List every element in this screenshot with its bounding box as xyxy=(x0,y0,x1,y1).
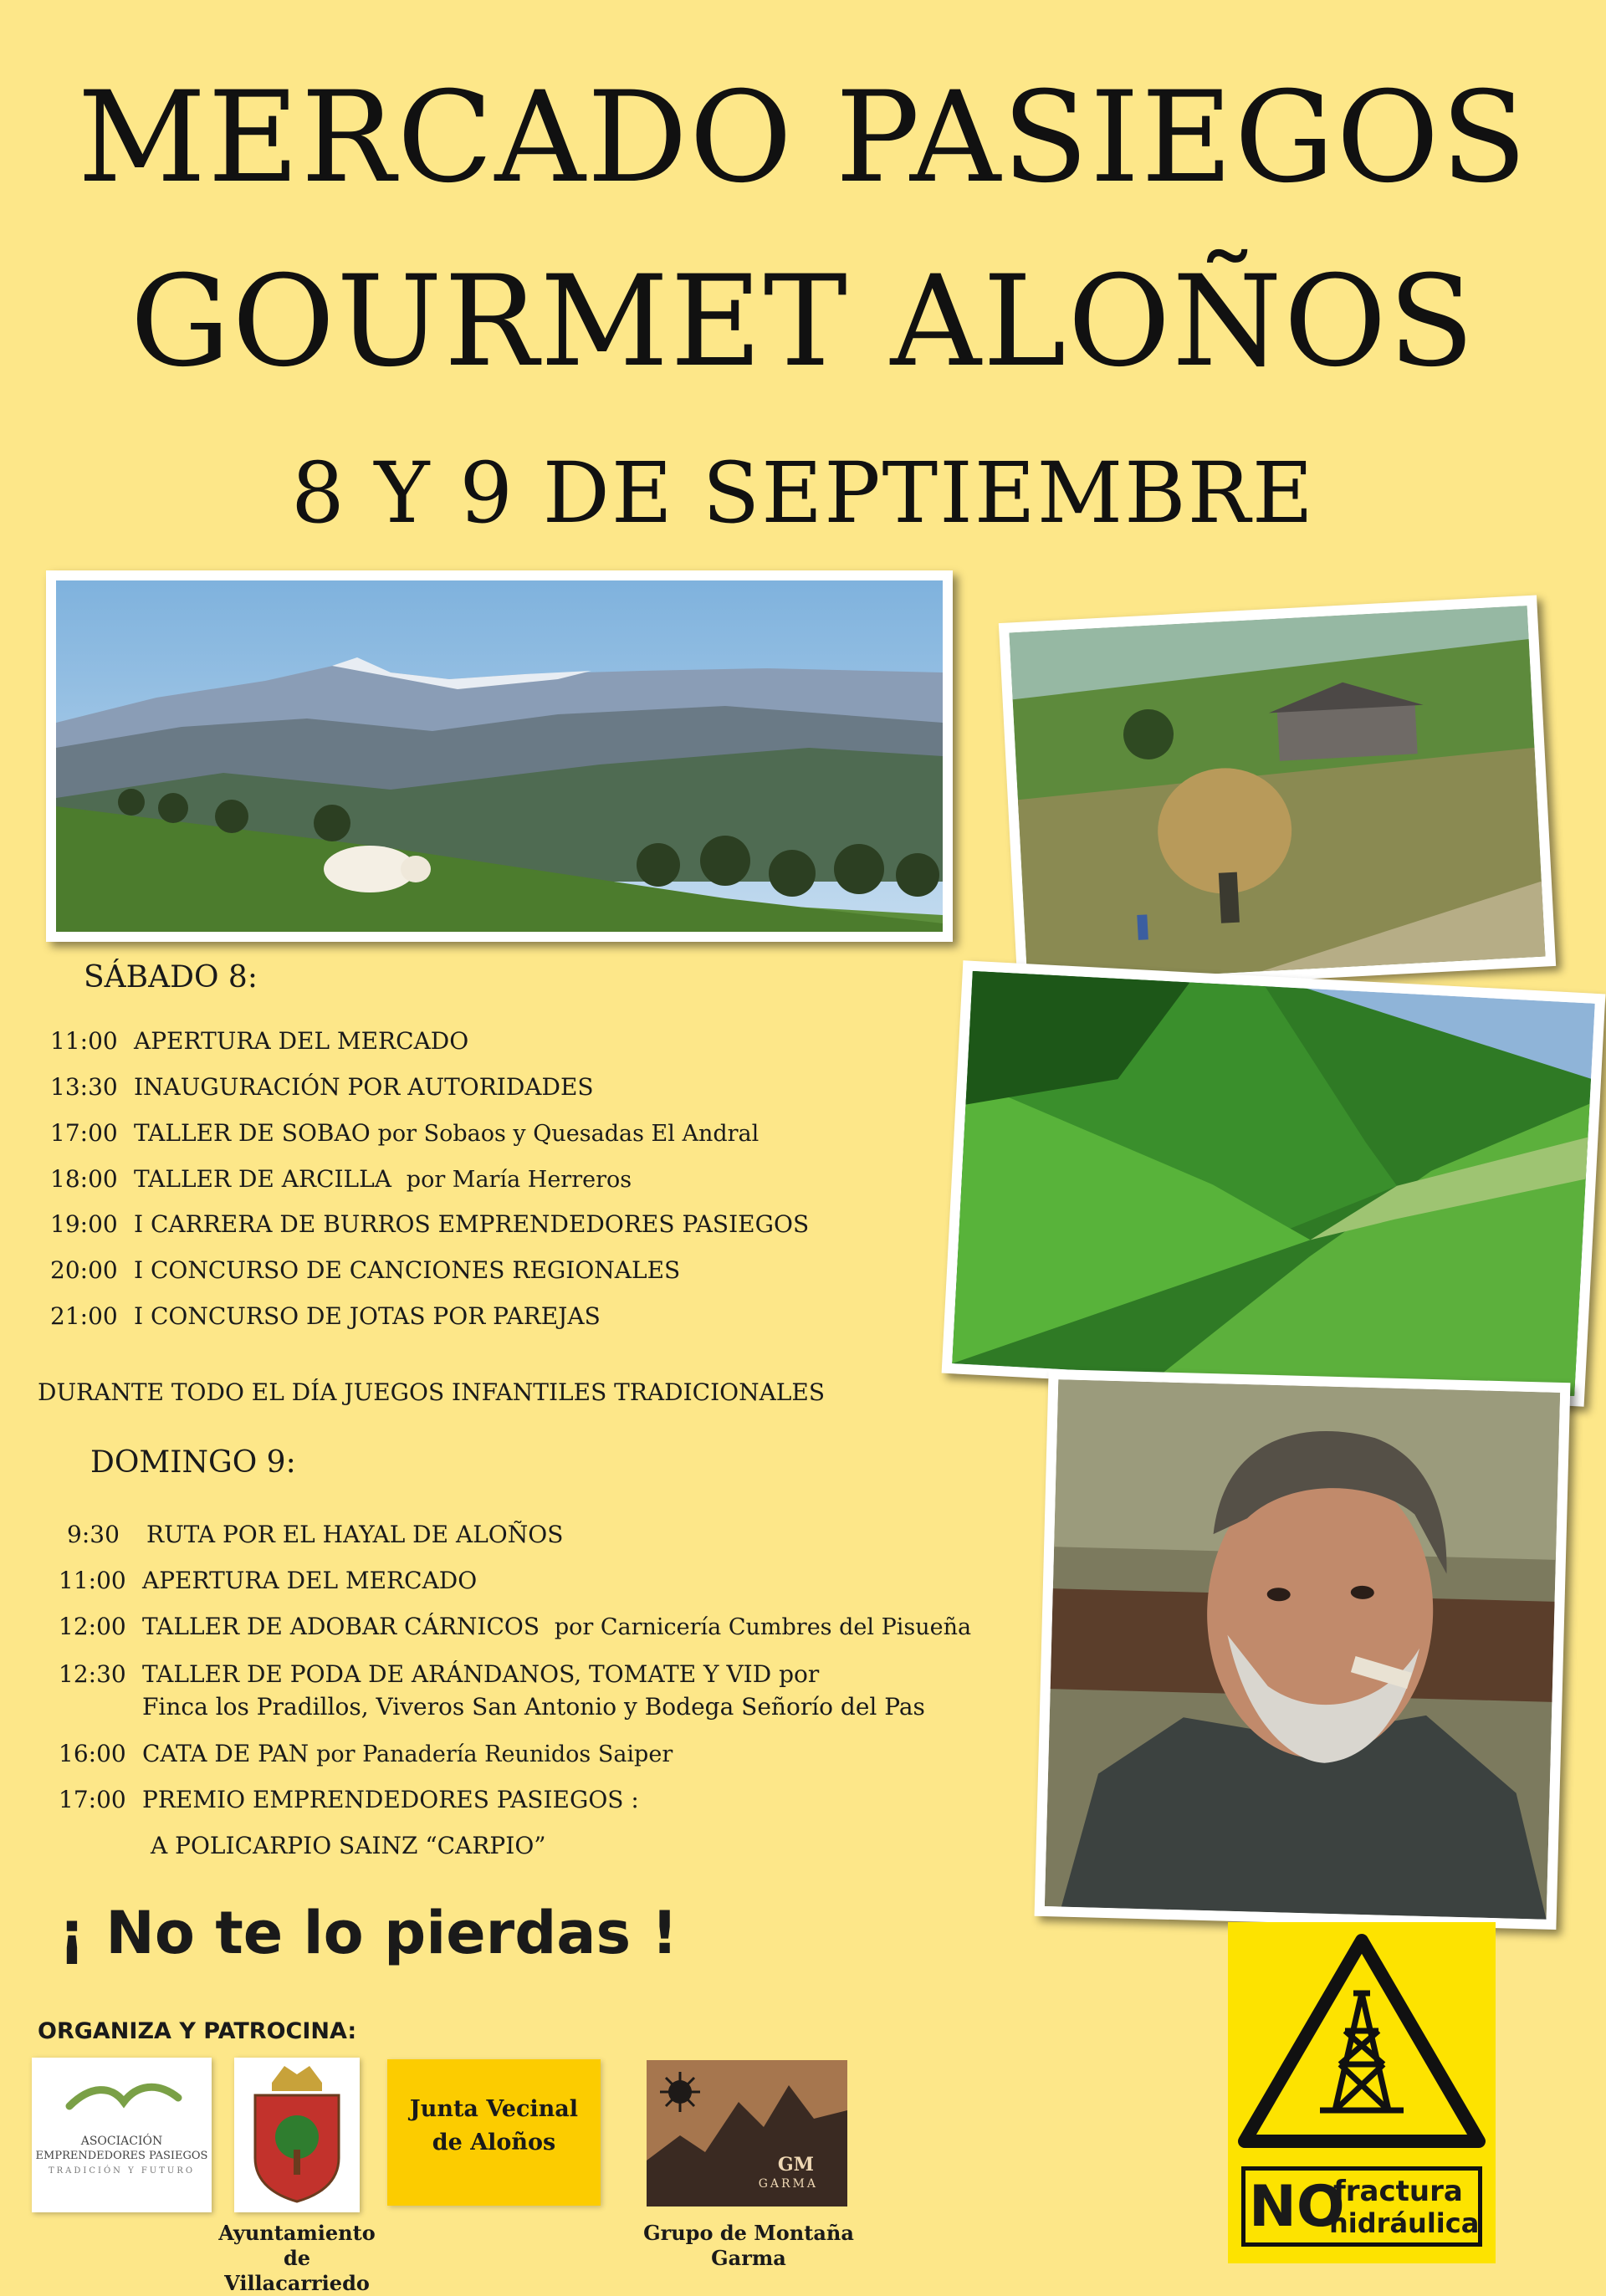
schedule-row xyxy=(50,1027,468,1055)
event-name: I CONCURSO DE JOTAS POR PAREJAS xyxy=(134,1302,601,1330)
ayuntamiento-line2: de Villacarriedo xyxy=(224,2246,370,2295)
event-name: RUTA POR EL HAYAL DE ALOÑOS xyxy=(146,1521,564,1548)
no-fracking-word2: hidráulica xyxy=(1329,2207,1480,2239)
asociacion-line1: ASOCIACIÓN xyxy=(80,2135,163,2148)
no-fracking-word1: fractura xyxy=(1333,2175,1463,2208)
event-time: 12:00 xyxy=(59,1613,126,1640)
event-time: 21:00 xyxy=(50,1302,118,1330)
event-detail: por María Herreros xyxy=(406,1167,632,1193)
event-time: 11:00 xyxy=(59,1567,126,1594)
logo-asociacion xyxy=(32,2058,212,2212)
schedule-row xyxy=(50,1073,594,1101)
garma-logo-sub: GARMA xyxy=(758,2177,818,2191)
event-name: TALLER DE ARCILLA xyxy=(134,1165,391,1193)
grupo-caption xyxy=(636,2221,862,2271)
asociacion-wave-icon xyxy=(32,2073,212,2123)
grupo-line2: Garma xyxy=(711,2246,786,2270)
event-name: I CONCURSO DE CANCIONES REGIONALES xyxy=(134,1256,681,1284)
title-line-2: GOURMET ALOÑOS xyxy=(130,249,1476,395)
logo-junta-vecinal xyxy=(387,2059,601,2206)
event-time: 17:00 xyxy=(50,1119,118,1147)
schedule-row xyxy=(59,1567,477,1594)
event-time: 9:30 xyxy=(67,1521,120,1548)
event-detail: por Panadería Reunidos Saiper xyxy=(316,1741,673,1767)
no-fracking-label xyxy=(1241,2166,1482,2247)
junta-line1: Junta Vecinal xyxy=(409,2096,579,2122)
asociacion-line2: EMPRENDEDORES PASIEGOS xyxy=(35,2150,208,2162)
photo-hay-carrier xyxy=(999,595,1556,994)
event-name: TALLER DE PODA DE ARÁNDANOS, TOMATE Y VID por xyxy=(142,1660,820,1688)
schedule-row xyxy=(50,1210,809,1238)
photo-old-man xyxy=(1035,1369,1571,1930)
event-time: 17:00 xyxy=(59,1786,126,1813)
schedule-row xyxy=(50,1119,759,1147)
schedule-row xyxy=(59,1613,971,1640)
no-fracking-sign xyxy=(1228,1922,1496,2263)
event-name: PREMIO EMPRENDEDORES PASIEGOS : xyxy=(142,1786,639,1813)
ayuntamiento-line1: Ayuntamiento xyxy=(218,2221,376,2245)
garma-logo-text: GM xyxy=(777,2154,814,2176)
organizers-heading: ORGANIZA Y PATROCINA: xyxy=(38,2018,357,2044)
schedule-row xyxy=(59,1740,673,1767)
schedule-row xyxy=(50,1165,632,1193)
ayuntamiento-caption xyxy=(213,2221,381,2296)
schedule-row xyxy=(59,1786,639,1813)
schedule-row xyxy=(50,1256,680,1284)
logo-ayuntamiento xyxy=(234,2058,360,2212)
event-name: APERTURA DEL MERCADO xyxy=(142,1567,478,1594)
asociacion-motto: TRADICIÓN Y FUTURO xyxy=(48,2166,196,2176)
event-name: TALLER DE SOBAO xyxy=(134,1119,371,1147)
schedule-row xyxy=(59,1660,819,1688)
logo-grupo-garma xyxy=(647,2060,847,2207)
oil-rig-warning-icon xyxy=(1228,1922,1496,2156)
junta-line2: de Aloños xyxy=(432,2130,556,2155)
saturday-heading: SÁBADO 8: xyxy=(84,960,258,995)
event-time: 20:00 xyxy=(50,1256,118,1284)
event-time: 12:30 xyxy=(59,1660,126,1688)
event-time: 16:00 xyxy=(59,1740,126,1767)
event-name: I CARRERA DE BURROS EMPRENDEDORES PASIEGOS xyxy=(134,1210,810,1238)
all-day-note: DURANTE TODO EL DÍA JUEGOS INFANTILES TRADICIONALES xyxy=(38,1378,826,1406)
sunday-heading: DOMINGO 9: xyxy=(90,1445,296,1480)
schedule-row xyxy=(50,1302,601,1330)
title-line-1: MERCADO PASIEGOS xyxy=(77,65,1529,211)
event-time: 19:00 xyxy=(50,1210,118,1238)
event-name: INAUGURACIÓN POR AUTORIDADES xyxy=(134,1073,594,1101)
photo-green-valley xyxy=(942,960,1606,1407)
photo-mountain-dog xyxy=(46,570,953,942)
coat-of-arms-icon xyxy=(234,2058,360,2212)
no-fracking-no: NO xyxy=(1249,2174,1345,2240)
event-name: Finca los Pradillos, Viveros San Antonio y Bodega Señorío del Pas xyxy=(142,1693,925,1721)
event-name: APERTURA DEL MERCADO xyxy=(134,1027,469,1055)
call-to-action: ¡ No te lo pierdas ! xyxy=(59,1899,678,1967)
schedule-row xyxy=(142,1693,925,1721)
schedule-row xyxy=(67,1521,563,1548)
event-time: 18:00 xyxy=(50,1165,118,1193)
event-time: 13:30 xyxy=(50,1073,118,1101)
event-detail: por Carnicería Cumbres del Pisueña xyxy=(554,1614,972,1640)
event-detail: por Sobaos y Quesadas El Andral xyxy=(377,1121,760,1147)
event-name: CATA DE PAN xyxy=(142,1740,309,1767)
grupo-line1: Grupo de Montaña xyxy=(643,2221,854,2245)
title-dates: 8 Y 9 DE SEPTIEMBRE xyxy=(291,444,1315,542)
event-time: 11:00 xyxy=(50,1027,118,1055)
schedule-row xyxy=(151,1832,546,1859)
event-name: A POLICARPIO SAINZ “CARPIO” xyxy=(151,1832,546,1859)
event-name: TALLER DE ADOBAR CÁRNICOS xyxy=(142,1613,540,1640)
